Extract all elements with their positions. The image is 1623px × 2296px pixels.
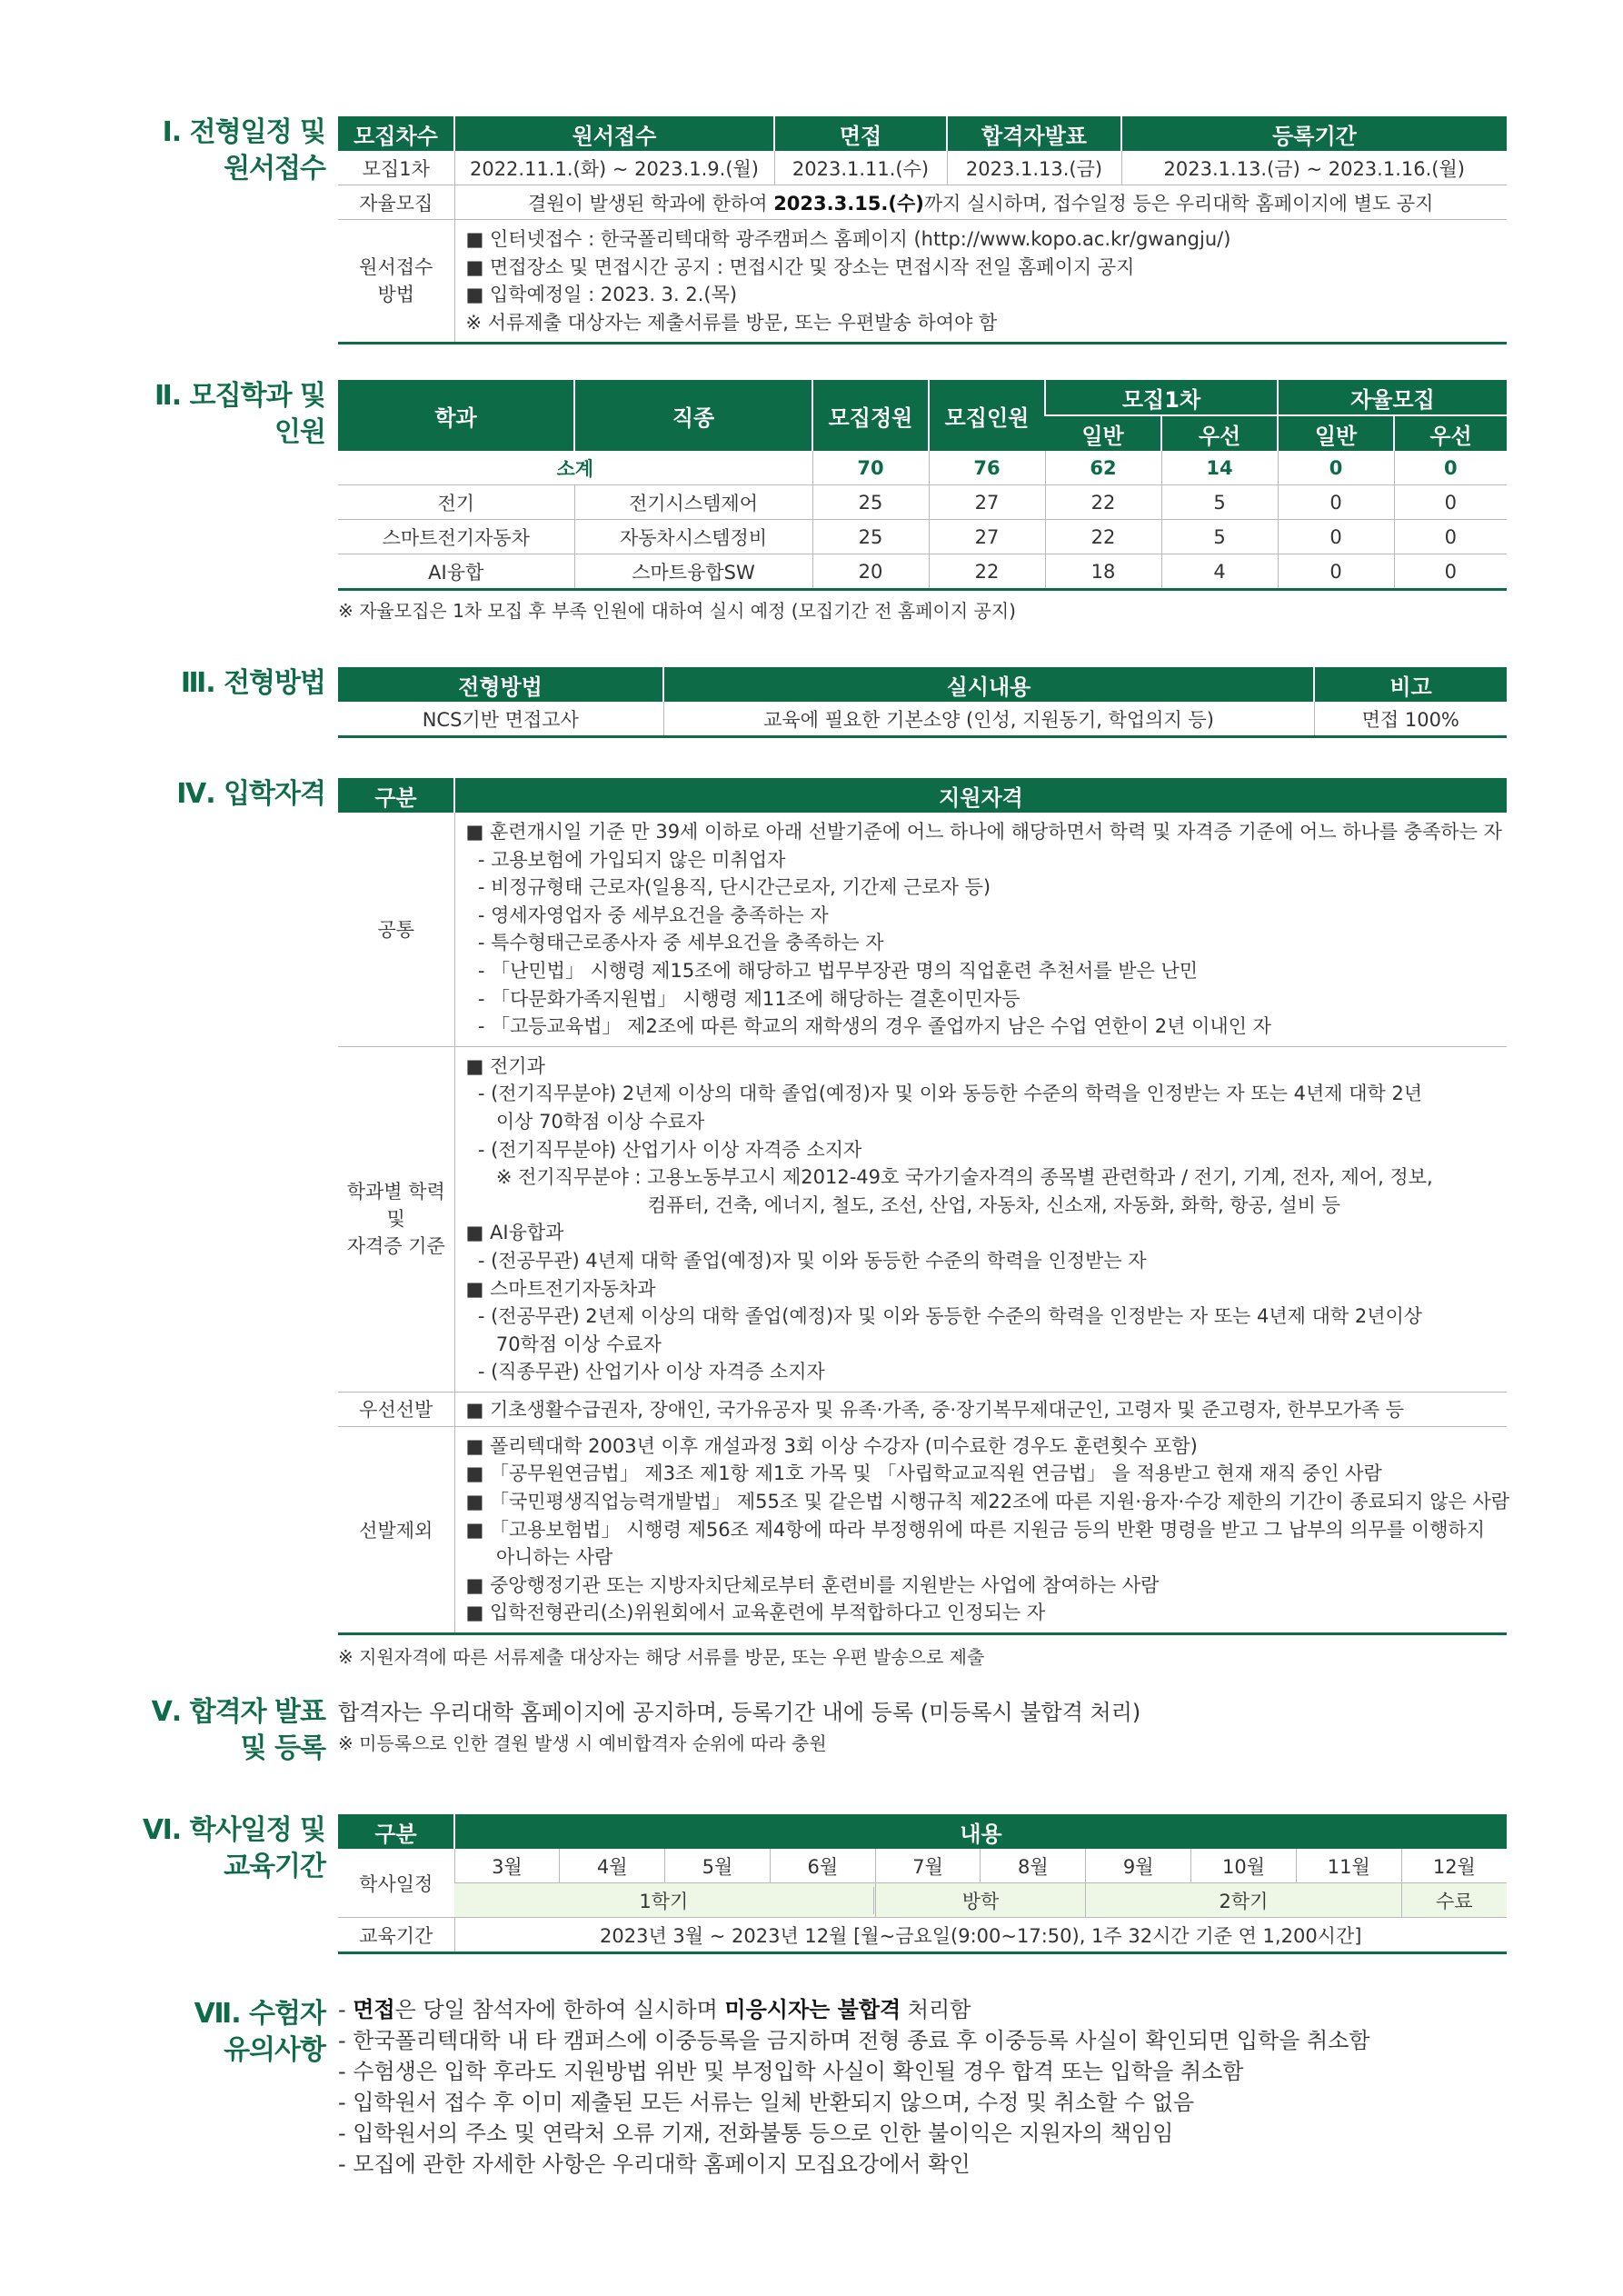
cell: 0 [1278, 485, 1394, 520]
cell: 면접 100% [1314, 702, 1507, 737]
cell: 20 [812, 554, 929, 590]
section-title: Ⅳ. 입학자격 [176, 778, 325, 810]
subtotal-label: 소계 [338, 451, 812, 485]
cell: 27 [929, 520, 1045, 554]
th-general: 일반 [1045, 415, 1161, 451]
th-result: 합격자발표 [947, 116, 1121, 151]
th-quota: 모집정원 [812, 380, 929, 451]
dept-qualifications: ■ 전기과 - (전기직무분야) 2년제 이상의 대학 졸업(예정)자 및 이와 동등한 수준의 학력을 인정받는 자 또는 4년제 대학 2년 이상 70학점 이상 수료자 - (전기직무분야) 산업기사 이상 자격증 소지자 ※ 전기직무분야 : 고용노동부고시 제2012-49호 국가기술자격의 종목별 관련학과 / 전기, 기계, 전자, 제어, 정보, 컴퓨터, 건축, 에너지, 철도, 조선, 산업, 자동차, 신소재, 자동화, 화학, 항공, 설비 등 ■ AI융합과 - (전공무관) 4년제 대학 졸업(예정)자 및 이와 동등한 수준의 학력을 인정받는 자 ■ 스마트전기자동차과 - (전공무관) 2년제 이상의 대학 졸업(예정)자 및 이와 동등한 수준의 학력을 인정받는 자 또는 4년제 대학 2년이상 70학점 이상 수료자 - (직종무관) 산업기사 이상 자격증 소지자 [454, 1046, 1507, 1392]
cell: 0 [1278, 554, 1394, 590]
priority-qualifications: ■ 기초생활수급권자, 장애인, 국가유공자 및 유족·가족, 중·장기복무제대군인, 고령자 및 준고령자, 한부모가족 등 [454, 1392, 1507, 1426]
th-self: 자율모집 [1278, 380, 1507, 415]
notice-item: - 모집에 관한 자세한 사항은 우리대학 홈페이지 모집요강에서 확인 [338, 2151, 971, 2177]
month-cell: 5월 [665, 1849, 771, 1883]
th-qualification: 지원자격 [454, 778, 1507, 813]
th-priority: 우선 [1161, 415, 1278, 451]
departments-note: ※ 자율모집은 1차 모집 후 부족 인원에 대하여 실시 예정 (모집기간 전 홈페이지 공지) [338, 600, 1016, 622]
education-period: 2023년 3월 ~ 2023년 12월 [월~금요일(9:00~17:50), 1주 32시간 기준 연 1,200시간] [454, 1918, 1507, 1953]
th-count: 모집인원 [929, 380, 1045, 451]
cell: 2022.11.1.(화) ~ 2023.1.9.(월) [454, 151, 774, 185]
departments-table [338, 380, 1507, 623]
cell: 학사일정 [338, 1849, 454, 1918]
notice-item: - 면접은 당일 참석자에 한하여 실시하며 미응시자는 불합격 처리함 [338, 1997, 971, 2022]
cell: 자율모집 [338, 185, 454, 220]
exclusion-criteria: ■ 폴리텍대학 2003년 이후 개설과정 3회 이상 수강자 (미수료한 경우도 훈련횟수 포함) ■ 「공무원연금법」 제3조 제1항 제1호 가목 및 「사립학교교직원 연금법」 을 적용받고 현재 재직 중인 사람 ■ 「국민평생직업능력개발법」 제55조 및 같은법 시행규칙 제22조에 따른 지원·융자·수강 제한의 기간이 종료되지 않은 사람 ■ 「고용보험법」 시행령 제56조 제4항에 따라 부정행위에 따른 지원금 등의 반환 명령을 받고 그 납부의 의무를 이행하지 아니하는 사람 ■ 중앙행정기관 또는 지방자치단체로부터 훈련비를 지원받는 사업에 참여하는 사람 ■ 입학전형관리(소)위원회에서 교육훈련에 부적합하다고 인정되는 자 [454, 1426, 1507, 1633]
announcement-text: 합격자는 우리대학 홈페이지에 공지하며, 등록기간 내에 등록 (미등록시 불합격 처리) [338, 1700, 1141, 1725]
month-cell: 8월 [981, 1849, 1086, 1883]
term1-bar: 1학기 [454, 1883, 875, 1918]
month-cell: 7월 [875, 1849, 981, 1883]
self-recruit-text: 결원이 발생된 학과에 한하여 2023.3.15.(수)까지 실시하며, 접수일정 등은 우리대학 홈페이지에 별도 공지 [454, 185, 1507, 220]
notice-list [338, 1994, 1507, 2180]
month-cell: 9월 [1086, 1849, 1191, 1883]
cell: 2023.1.13.(금) [947, 151, 1121, 185]
subtotal-value: 76 [929, 451, 1045, 485]
subtotal-value: 14 [1161, 451, 1278, 485]
th-content: 내용 [454, 1814, 1507, 1849]
cell: AI융합 [338, 554, 574, 590]
cell: 25 [812, 520, 929, 554]
th-registration: 등록기간 [1121, 116, 1507, 151]
application-method: ■ 인터넷접수 : 한국폴리텍대학 광주캠퍼스 홈페이지 (http://www.kopo.ac.kr/gwangju/) ■ 면접장소 및 면접시간 공지 : 면접시간 및 장소는 면접시작 전일 홈페이지 공지 ■ 입학예정일 : 2023. 3. 2.(목) ※ 서류제출 대상자는 제출서류를 방문, 또는 우편발송 하여야 함 [454, 220, 1507, 344]
notice-item: - 입학원서 접수 후 이미 제출된 모든 서류는 일체 반환되지 않으며, 수정 및 취소할 수 없음 [338, 2090, 1195, 2115]
th-round1: 모집1차 [1045, 380, 1278, 415]
section-title: Ⅰ. 전형일정 및 원서접수 [162, 116, 325, 185]
month-cell: 12월 [1401, 1849, 1507, 1883]
cell: 5 [1161, 485, 1278, 520]
cell: 0 [1278, 520, 1394, 554]
month-cell: 4월 [560, 1849, 665, 1883]
section-title: Ⅲ. 전형방법 [180, 667, 325, 699]
cell: 22 [1045, 520, 1161, 554]
cell: 스마트융합SW [574, 554, 812, 590]
month-cell: 6월 [770, 1849, 875, 1883]
term2-bar: 2학기 [1086, 1883, 1401, 1918]
cell: 교육기간 [338, 1918, 454, 1953]
cell: 전기시스템제어 [574, 485, 812, 520]
th-interview: 면접 [774, 116, 947, 151]
complete-bar: 수료 [1401, 1883, 1507, 1918]
cell: 공통 [338, 813, 454, 1046]
notice-item: - 한국폴리텍대학 내 타 캠퍼스에 이중등록을 금지하며 전형 종료 후 이중등록 사실이 확인되면 입학을 취소함 [338, 2028, 1370, 2053]
th-application: 원서접수 [454, 116, 774, 151]
th-category: 구분 [338, 778, 454, 813]
month-cell: 10월 [1191, 1849, 1297, 1883]
table-row [338, 485, 1507, 520]
subtotal-value: 62 [1045, 451, 1161, 485]
cell: 18 [1045, 554, 1161, 590]
cell: 0 [1394, 520, 1507, 554]
cell: 22 [929, 554, 1045, 590]
section-title: Ⅶ. 수험자 유의사항 [194, 1998, 325, 2066]
cell: 우선선발 [338, 1392, 454, 1426]
cell: NCS기반 면접고사 [338, 702, 663, 737]
th-round: 모집차수 [338, 116, 454, 151]
subtotal-value: 0 [1394, 451, 1507, 485]
cell: 4 [1161, 554, 1278, 590]
cell: 0 [1394, 485, 1507, 520]
cell: 25 [812, 485, 929, 520]
cell: 스마트전기자동차 [338, 520, 574, 554]
th-job: 직종 [574, 380, 812, 451]
th-content: 실시내용 [663, 667, 1314, 702]
cell: 22 [1045, 485, 1161, 520]
cell: 2023.1.11.(수) [774, 151, 947, 185]
notice-item: - 입학원서의 주소 및 연락처 오류 기재, 전화불통 등으로 인한 불이익은 지원자의 책임임 [338, 2121, 1174, 2146]
calendar-table [338, 1814, 1507, 1954]
section-title: Ⅱ. 모집학과 및 인원 [154, 380, 325, 448]
vacation-bar: 방학 [875, 1883, 1086, 1918]
section-title: Ⅴ. 합격자 발표 및 등록 [151, 1696, 325, 1764]
table-row [338, 520, 1507, 554]
cell: 0 [1394, 554, 1507, 590]
cell: 모집1차 [338, 151, 454, 185]
section-title: Ⅵ. 학사일정 및 교육기간 [142, 1814, 325, 1882]
common-qualifications: ■ 훈련개시일 기준 만 39세 이하로 아래 선발기준에 어느 하나에 해당하면서 학력 및 자격증 기준에 어느 하나를 충족하는 자 - 고용보험에 가입되지 않은 미취업자 - 비정규형태 근로자(일용직, 단시간근로자, 기간제 근로자 등) - 영세자영업자 중 세부요건을 충족하는 자 - 특수형태근로종사자 중 세부요건을 충족하는 자 - 「난민법」 시행령 제15조에 해당하고 법무부장관 명의 직업훈련 추천서를 받은 난민 - 「다문화가족지원법」 시행령 제11조에 해당하는 결혼이민자등 - 「고등교육법」 제2조에 따른 학교의 재학생의 경우 졸업까지 남은 수업 연한이 2년 이내인 자 [454, 813, 1507, 1046]
cell: 5 [1161, 520, 1278, 554]
th-category: 구분 [338, 1814, 454, 1849]
cell: 27 [929, 485, 1045, 520]
announcement-content [338, 1696, 1507, 1755]
announcement-note: ※ 미등록으로 인한 결원 발생 시 예비합격자 순위에 따라 충원 [338, 1732, 827, 1754]
th-dept: 학과 [338, 380, 574, 451]
schedule-table [338, 116, 1507, 344]
eligibility-table [338, 778, 1510, 1669]
table-row [338, 554, 1507, 590]
subtotal-value: 70 [812, 451, 929, 485]
month-cell: 11월 [1296, 1849, 1401, 1883]
cell: 자동차시스템정비 [574, 520, 812, 554]
cell: 선발제외 [338, 1426, 454, 1633]
th-general: 일반 [1278, 415, 1394, 451]
th-priority: 우선 [1394, 415, 1507, 451]
eligibility-note: ※ 지원자격에 따른 서류제출 대상자는 해당 서류를 방문, 또는 우편 발송으로 제출 [338, 1646, 985, 1669]
th-remark: 비고 [1314, 667, 1507, 702]
cell: 교육에 필요한 기본소양 (인성, 지원동기, 학업의지 등) [663, 702, 1314, 737]
cell: 2023.1.13.(금) ~ 2023.1.16.(월) [1121, 151, 1507, 185]
cell: 전기 [338, 485, 574, 520]
notice-item: - 수험생은 입학 후라도 지원방법 위반 및 부정입학 사실이 확인될 경우 합격 또는 입학을 취소함 [338, 2059, 1244, 2084]
month-cell: 3월 [454, 1849, 560, 1883]
th-method: 전형방법 [338, 667, 663, 702]
method-table [338, 667, 1507, 738]
cell: 학과별 학력 및 자격증 기준 [338, 1046, 454, 1392]
cell: 원서접수 방법 [338, 220, 454, 344]
subtotal-value: 0 [1278, 451, 1394, 485]
